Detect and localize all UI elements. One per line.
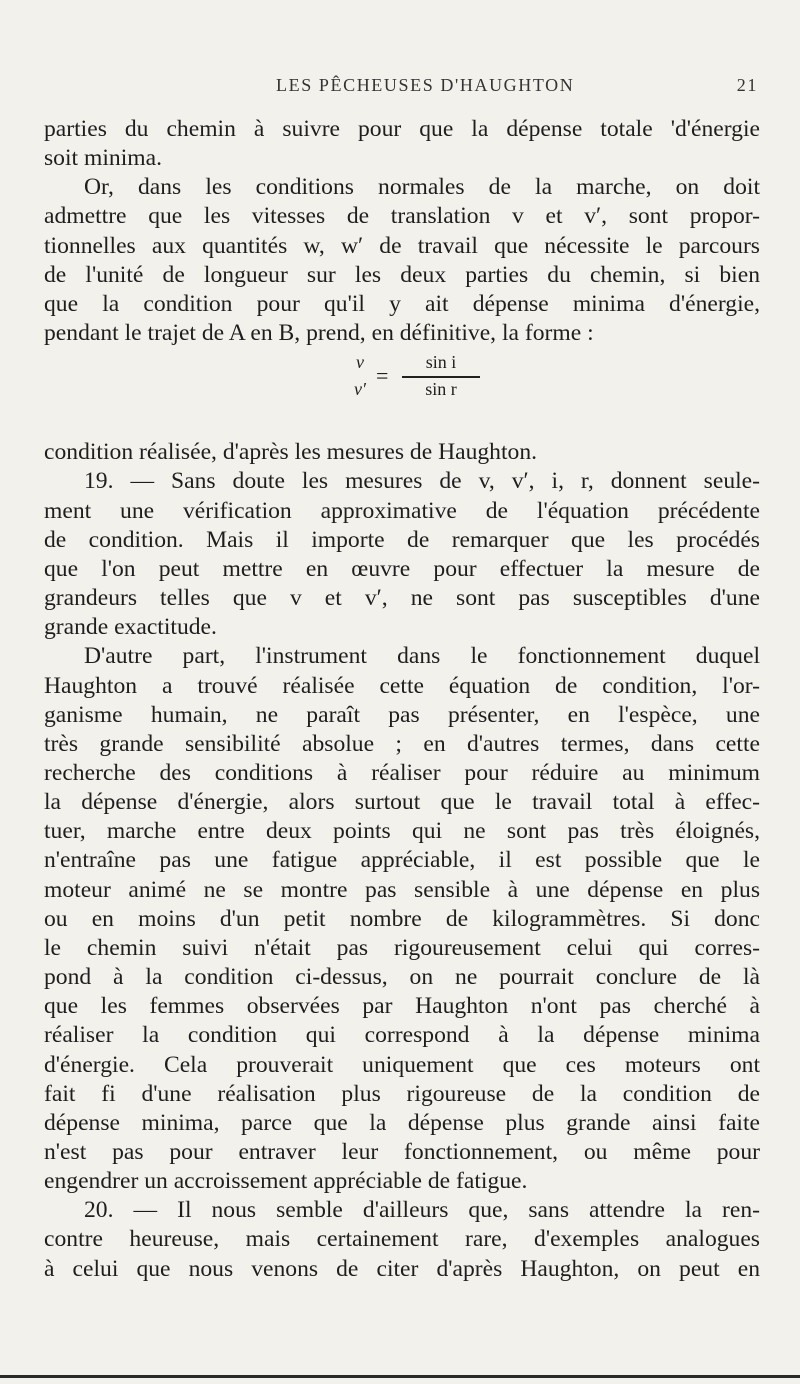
text-line: recherche des conditions à réaliser pour réduire au minimum bbox=[44, 759, 760, 786]
text-line: ment une vérification approximative de l'équation précédente bbox=[44, 497, 760, 524]
text-line: pond à la condition ci-dessus, on ne pourrait conclure de là bbox=[44, 964, 760, 991]
text-line: pendant le trajet de A en B, prend, en définitive, la forme : bbox=[44, 320, 594, 347]
text-line: tuer, marche entre deux points qui ne sont pas très éloignés, bbox=[44, 818, 760, 845]
text-line: de l'unité de longueur sur les deux parties du chemin, si bien bbox=[44, 261, 760, 288]
equation-lhs-numerator: v bbox=[356, 352, 364, 373]
text-line: admettre que les vitesses de translation v et v′, sont propor- bbox=[44, 203, 760, 230]
paragraph-1 bbox=[44, 115, 760, 173]
text-line: engendrer un accroissement appréciable de fatigue. bbox=[44, 1168, 528, 1195]
text-line: dépense minima, parce que la dépense plus grande ainsi faite bbox=[44, 1109, 760, 1136]
text-line: 19. — Sans doute les mesures de v, v′, i, r, donnent seule- bbox=[84, 468, 760, 495]
paragraph-6 bbox=[44, 1196, 760, 1283]
running-title: LES PÊCHEUSES D'HAUGHTON bbox=[276, 75, 575, 95]
equation-rhs-denominator: sin r bbox=[425, 379, 457, 400]
text-line: 20. — Il nous semble d'ailleurs que, sans attendre la ren- bbox=[84, 1197, 760, 1224]
paragraph-3 bbox=[44, 438, 760, 467]
equation-lhs-denominator: v′ bbox=[354, 379, 366, 400]
paragraph-4 bbox=[44, 467, 760, 642]
text-line: condition réalisée, d'après les mesures de Haughton. bbox=[44, 439, 538, 466]
page-number: 21 bbox=[736, 75, 758, 95]
text-line: la dépense d'énergie, alors surtout que le travail total à effec- bbox=[44, 789, 760, 816]
equals-sign: = bbox=[376, 363, 389, 389]
text-line: n'est pas pour entraver leur fonctionnement, ou même pour bbox=[44, 1139, 760, 1165]
text-line: que les femmes observées par Haughton n'ont pas cherché à bbox=[44, 993, 760, 1020]
paragraph-5 bbox=[44, 642, 760, 1196]
text-line: de condition. Mais il importe de remarquer que les procédés bbox=[44, 526, 760, 553]
text-line: d'énergie. Cela prouverait uniquement que ces moteurs ont bbox=[44, 1051, 760, 1078]
text-line: contre heureuse, mais certainement rare, d'exemples analogues bbox=[44, 1226, 760, 1253]
text-line: que l'on peut mettre en œuvre pour effectuer la mesure de bbox=[44, 555, 760, 582]
text-line: moteur animé ne se montre pas sensible à une dépense en plus bbox=[44, 876, 760, 903]
text-line: que la condition pour qu'il y ait dépense minima d'énergie, bbox=[44, 290, 760, 317]
page-edge-rule bbox=[0, 1375, 800, 1378]
text-line: Haughton a trouvé réalisée cette équation de condition, l'or- bbox=[44, 672, 760, 699]
text-line: très grande sensibilité absolue ; en d'autres termes, dans cette bbox=[44, 730, 760, 757]
text-line: tionnelles aux quantités w, w′ de travail que nécessite le parcours bbox=[44, 232, 760, 259]
equation-rhs-numerator: sin i bbox=[425, 352, 457, 373]
text-line: à celui que nous venons de citer d'après Haughton, on peut en bbox=[44, 1255, 760, 1282]
text-line: n'entraîne pas une fatigue appréciable, il est possible que le bbox=[44, 847, 760, 874]
text-line: soit minima. bbox=[44, 145, 162, 172]
text-line: Or, dans les conditions normales de la marche, on doit bbox=[84, 174, 760, 201]
text-line: le chemin suivi n'était pas rigoureusement celui qui corres- bbox=[44, 934, 760, 961]
text-line: grande exactitude. bbox=[44, 614, 217, 641]
text-line: grandeurs telles que v et v′, ne sont pas susceptibles d'une bbox=[44, 585, 760, 612]
text-line: ou en moins d'un petit nombre de kilogrammètres. Si donc bbox=[44, 905, 760, 932]
text-line: ganisme humain, ne paraît pas présenter, en l'espèce, une bbox=[44, 701, 760, 728]
paragraph-2 bbox=[44, 173, 760, 348]
text-line: parties du chemin à suivre pour que la dépense totale 'd'énergie bbox=[44, 116, 760, 142]
text-line: D'autre part, l'instrument dans le fonctionnement duquel bbox=[84, 643, 760, 670]
text-line: réaliser la condition qui correspond à la dépense minima bbox=[44, 1022, 760, 1049]
body-text bbox=[44, 115, 760, 1284]
text-line: fait fi d'une réalisation plus rigoureuse de la condition de bbox=[44, 1080, 760, 1107]
equation bbox=[44, 348, 760, 438]
